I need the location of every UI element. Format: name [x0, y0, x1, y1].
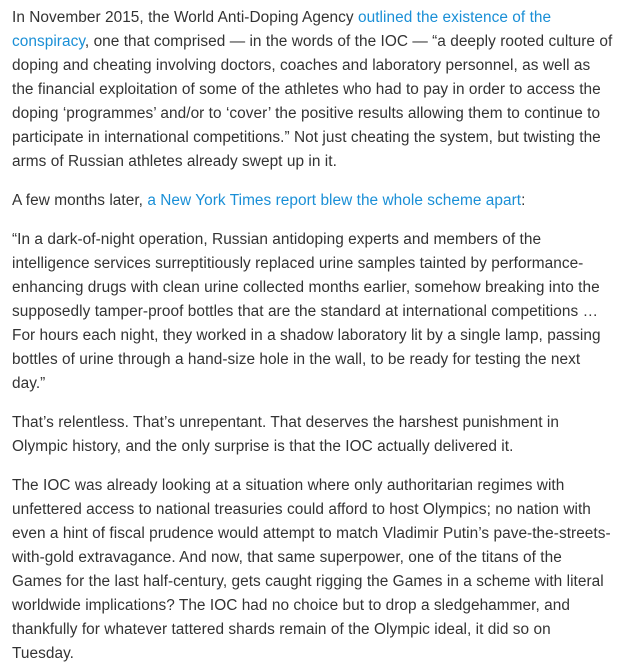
paragraph-2-end-text: : — [521, 192, 526, 209]
paragraph-2-intro-text: A few months later, — [12, 192, 148, 209]
paragraph-nyt-report — [12, 189, 614, 213]
paragraph-1-body-text: , one that comprised — in the words of the IOC — “a deeply rooted culture of doping and cheating involving doctors, coaches and laboratory personnel, as well as the financial exploitation of some of the athletes who had to pay in order to access the doping ‘programmes’ and/or to ‘cover’ the positive results allowing them to continue to participate in international competitions.” Not just cheating the system, but twisting the arms of Russian athletes already swept up in it. — [12, 33, 613, 170]
paragraph-relentless: That’s relentless. That’s unrepentant. That deserves the harshest punishment in Olympic history, and the only surprise is that the IOC actually delivered it. — [12, 414, 559, 455]
paragraph-nyt-quote: “In a dark-of-night operation, Russian antidoping experts and members of the intelligence services surreptitiously replaced urine samples tainted by performance-enhancing drugs with clean urine collected months earlier, somehow breaking into the supposedly tamper-proof bottles that are the standard at international competitions … For hours each night, they worked in a shadow laboratory lit by a single lamp, passing bottles of urine through a hand-size hole in the wall, to be ready for testing the next day.” — [12, 231, 601, 392]
paragraph-wada-conspiracy — [12, 6, 614, 174]
link-wada-conspiracy[interactable]: outlined the existence of the conspiracy — [12, 9, 552, 50]
paragraph-ioc-sledgehammer: The IOC was already looking at a situation where only authoritarian regimes with unfettered access to national treasuries could afford to host Olympics; no nation with even a hint of fiscal prudence would attempt to match Vladimir Putin’s pave-the-streets-with-gold extravagance. And now, that same superpower, one of the titans of the Games for the last half-century, gets caught rigging the Games in a scheme with literal worldwide implications? The IOC had no choice but to drop a sledgehammer, and thankfully for whatever tattered shards remain of the Olympic ideal, it did so on Tuesday. — [12, 477, 611, 662]
link-nyt-report[interactable]: a New York Times report blew the whole scheme apart — [147, 192, 522, 209]
paragraph-1-intro-text: In November 2015, the World Anti-Doping Agency — [12, 9, 358, 26]
